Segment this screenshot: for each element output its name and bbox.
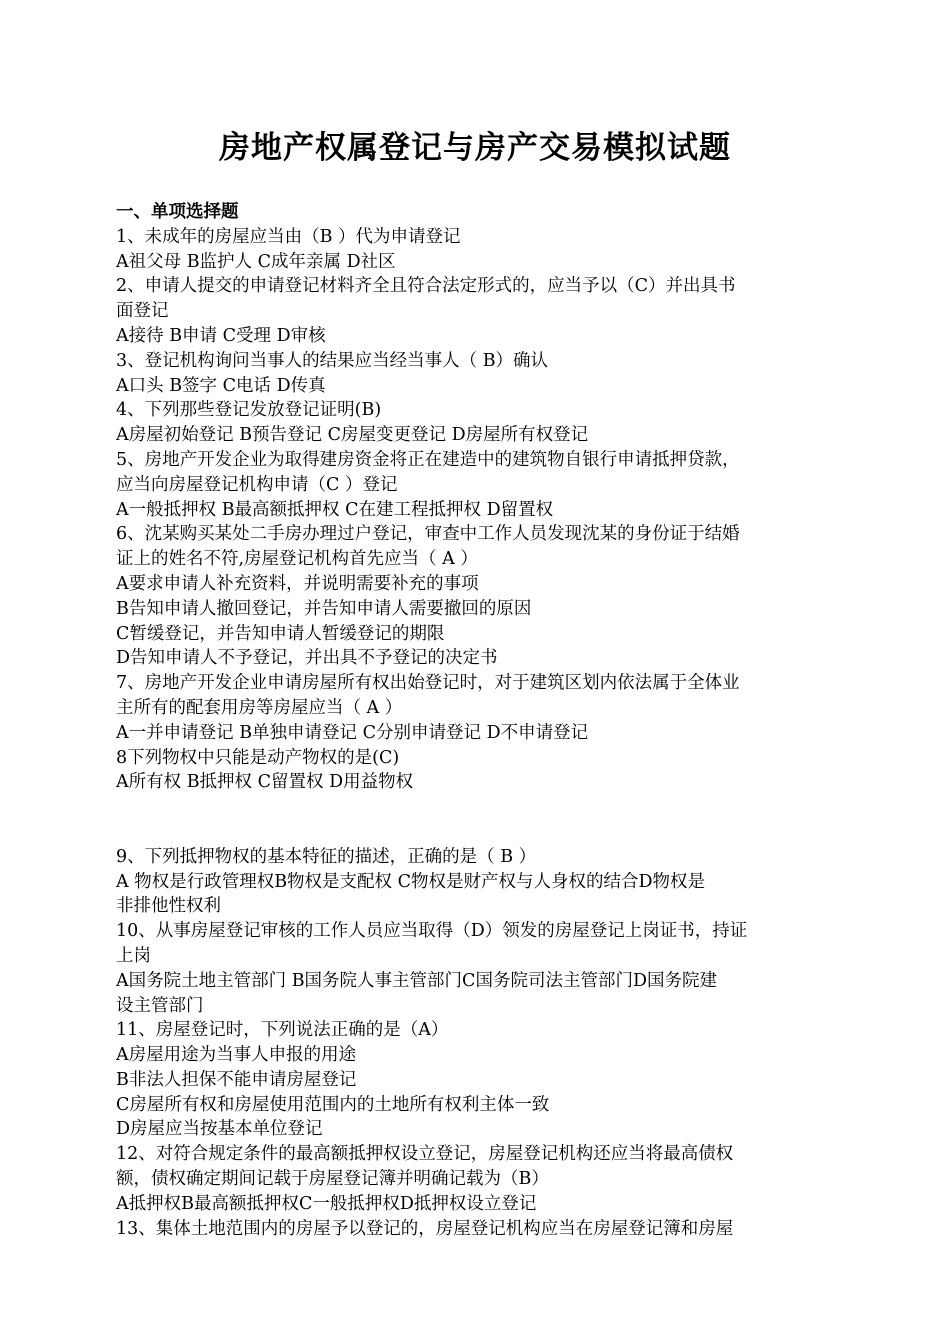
- text-line: 1、未成年的房屋应当由（B ）代为申请登记: [116, 226, 461, 247]
- text-line: 上岗: [116, 945, 151, 966]
- text-line: 7、房地产开发企业申请房屋所有权出始登记时，对于建筑区划内依法属于全体业: [116, 673, 740, 694]
- text-line: 2、申请人提交的申请登记材料齐全且符合法定形式的，应当予以（C）并出具书: [116, 276, 736, 297]
- text-line: B告知申请人撤回登记，并告知申请人需要撤回的原因: [116, 598, 532, 619]
- document-title: 房地产权属登记与房产交易模拟试题: [219, 130, 731, 166]
- blank-gap: [116, 795, 861, 845]
- text-line: 11、房屋登记时，下列说法正确的是（A）: [116, 1020, 449, 1041]
- section-heading: 一、单项选择题: [116, 202, 239, 222]
- text-line: 证上的姓名不符,房屋登记机构首先应当（ A ）: [116, 549, 478, 570]
- text-line: 3、登记机构询问当事人的结果应当经当事人（ B）确认: [116, 350, 549, 371]
- text-line: A要求申请人补充资料，并说明需要补充的事项: [116, 573, 479, 594]
- text-line: 4、下列那些登记发放登记证明(B): [116, 400, 382, 421]
- text-line: 设主管部门: [116, 995, 204, 1016]
- text-line: C房屋所有权和房屋使用范围内的土地所有权利主体一致: [116, 1094, 550, 1115]
- text-line: A一般抵押权 B最高额抵押权 C在建工程抵押权 D留置权: [116, 499, 554, 520]
- text-line: D房屋应当按基本单位登记: [116, 1119, 323, 1140]
- text-line: 8下列物权中只能是动产物权的是(C): [116, 747, 400, 768]
- text-line: A房屋用途为当事人申报的用途: [116, 1045, 357, 1066]
- text-line: 非排他性权利: [116, 896, 221, 917]
- text-line: A祖父母 B监护人 C成年亲属 D社区: [116, 251, 396, 272]
- text-line: A 物权是行政管理权B物权是支配权 C物权是财产权与人身权的结合D物权是: [116, 871, 706, 892]
- text-line: 13、集体土地范围内的房屋予以登记的，房屋登记机构应当在房屋登记簿和房屋: [116, 1218, 734, 1239]
- text-line: 应当向房屋登记机构申请（C ）登记: [116, 474, 398, 495]
- text-line: 9、下列抵押物权的基本特征的描述，正确的是（ B ）: [116, 846, 537, 867]
- document-body: [116, 200, 861, 1241]
- text-line: 10、从事房屋登记审核的工作人员应当取得（D）领发的房屋登记上岗证书，持证: [116, 921, 748, 942]
- text-line: A一并申请登记 B单独申请登记 C分别申请登记 D不申请登记: [116, 722, 589, 743]
- text-line: D告知申请人不予登记，并出具不予登记的决定书: [116, 648, 498, 669]
- text-line: A接待 B申请 C受理 D审核: [116, 325, 326, 346]
- text-line: 5、房地产开发企业为取得建房资金将正在建造中的建筑物自银行申请抵押贷款，: [116, 449, 740, 470]
- text-line: A房屋初始登记 B预告登记 C房屋变更登记 D房屋所有权登记: [116, 425, 589, 446]
- text-line: B非法人担保不能申请房屋登记: [116, 1069, 357, 1090]
- text-line: 12、对符合规定条件的最高额抵押权设立登记，房屋登记机构还应当将最高债权: [116, 1144, 734, 1165]
- text-line: 主所有的配套用房等房屋应当（ A ）: [116, 697, 403, 718]
- text-line: 面登记: [116, 301, 169, 322]
- text-line: 额，债权确定期间记载于房屋登记簿并明确记载为（B）: [116, 1169, 549, 1190]
- text-line: A抵押权B最高额抵押权C一般抵押权D抵押权设立登记: [116, 1193, 537, 1214]
- text-line: 6、沈某购买某处二手房办理过户登记，审查中工作人员发现沈某的身份证于结婚: [116, 524, 740, 545]
- text-line: A所有权 B抵押权 C留置权 D用益物权: [116, 772, 414, 793]
- text-line: C暂缓登记，并告知申请人暂缓登记的期限: [116, 623, 445, 644]
- text-line: A口头 B签字 C电话 D传真: [116, 375, 326, 396]
- text-line: A国务院土地主管部门 B国务院人事主管部门C国务院司法主管部门D国务院建: [116, 970, 717, 991]
